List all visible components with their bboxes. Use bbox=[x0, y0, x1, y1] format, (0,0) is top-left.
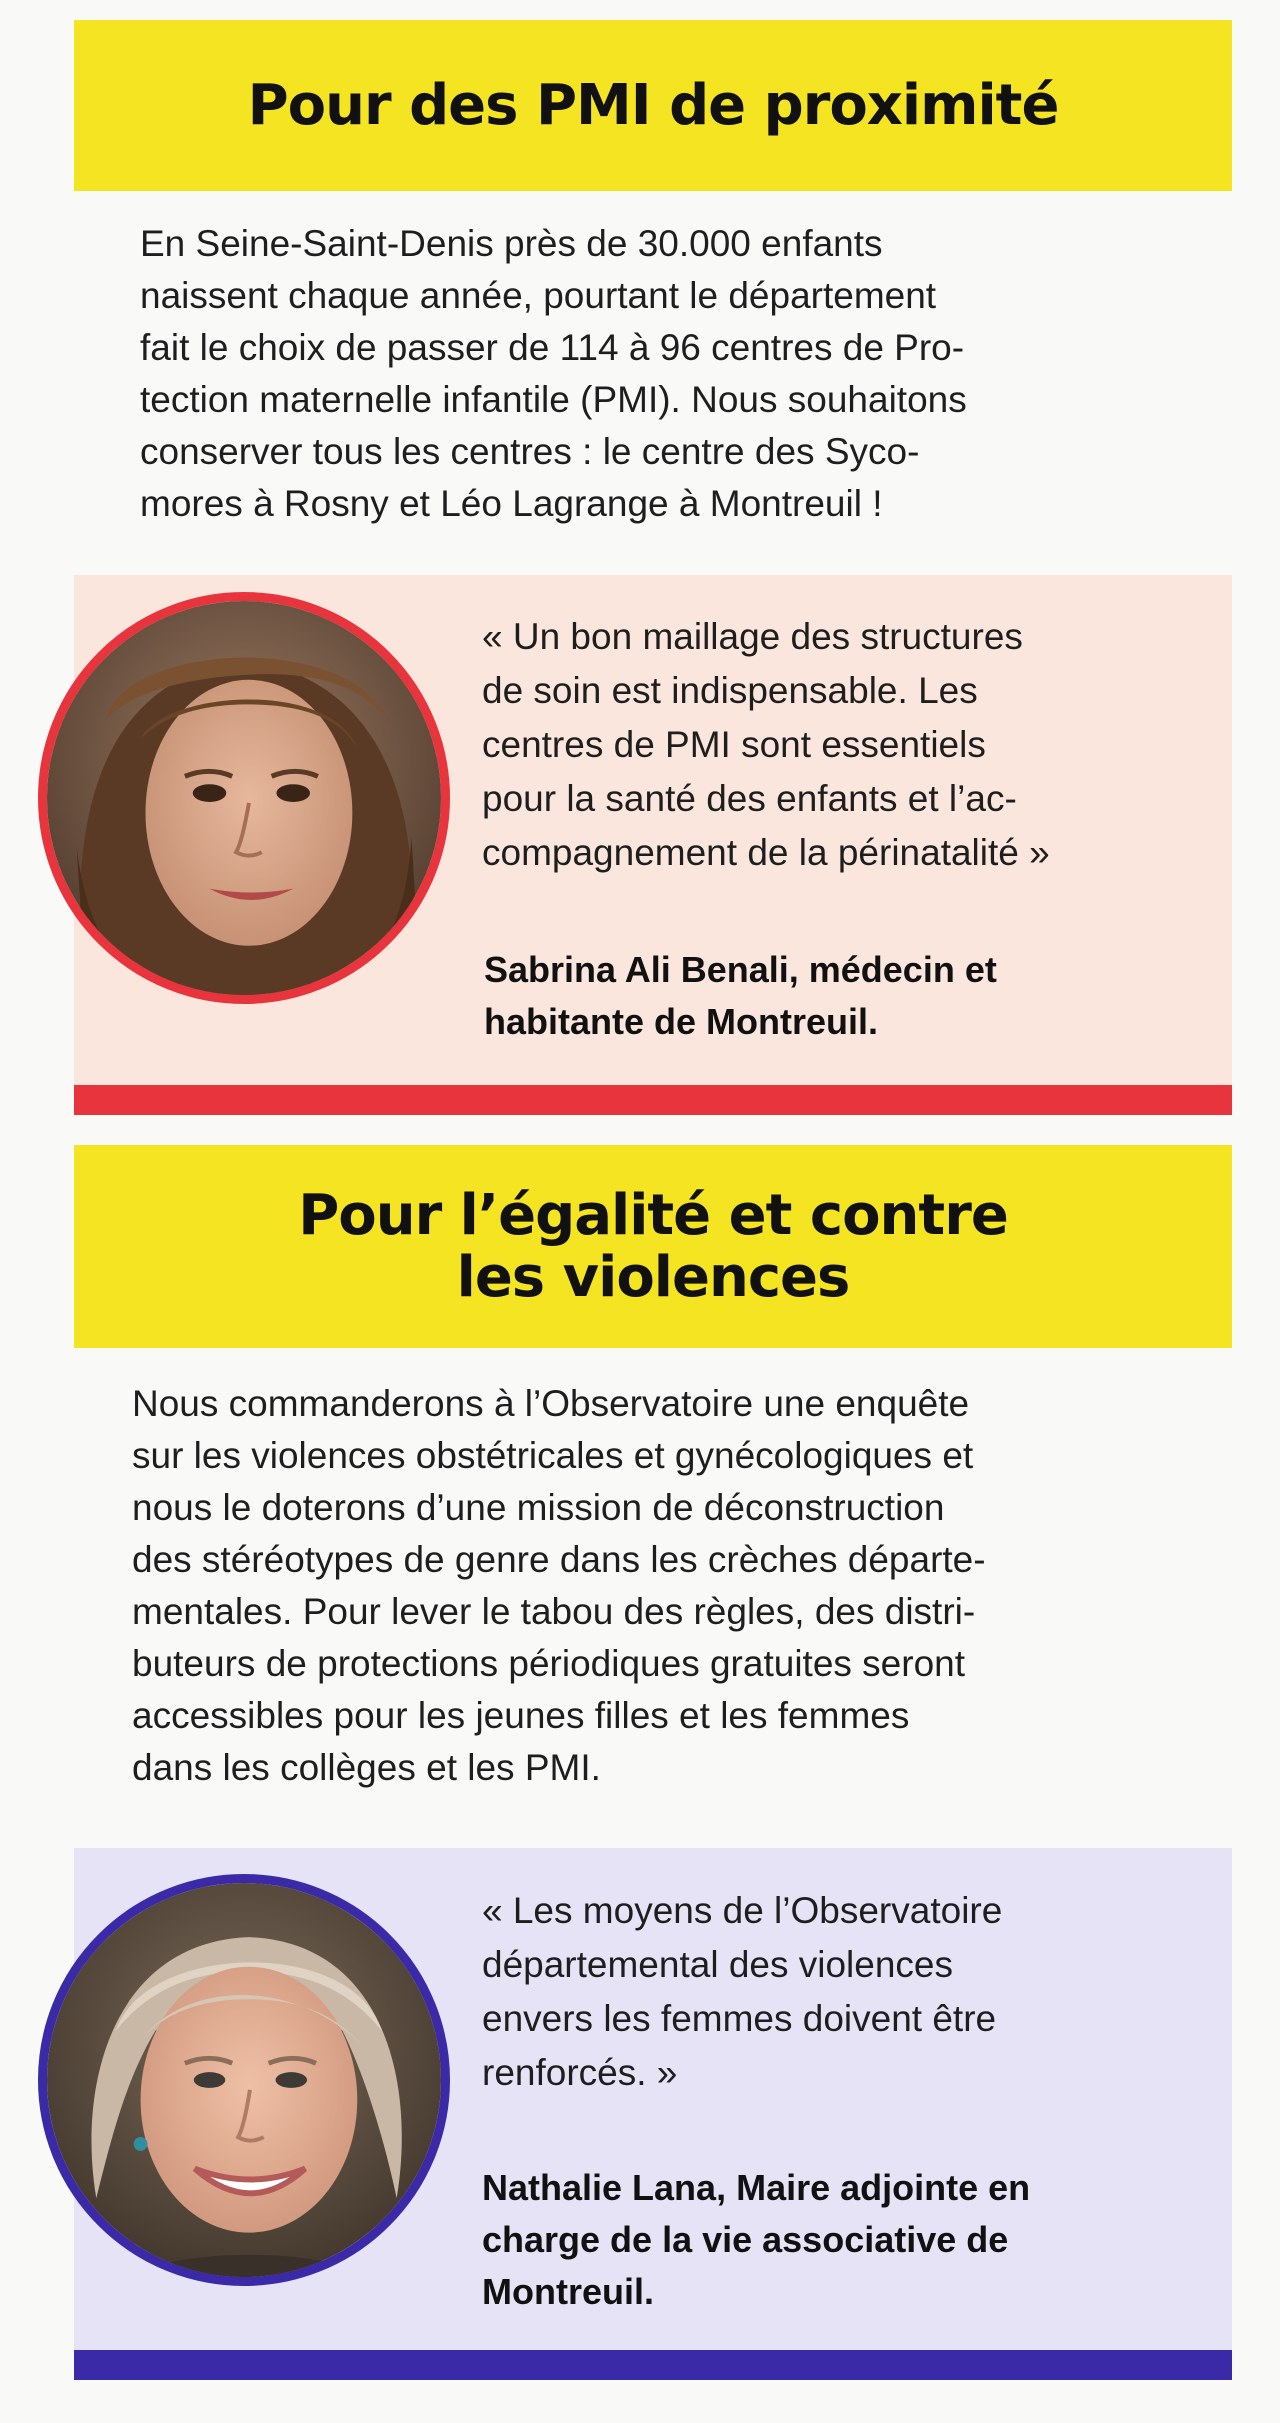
body-line: tection maternelle infantile (PMI). Nous souhaitons bbox=[140, 379, 967, 420]
body-line: naissent chaque année, pourtant le département bbox=[140, 275, 937, 316]
author-line: Sabrina Ali Benali, médecin et bbox=[484, 949, 997, 990]
body-line: dans les collèges et les PMI. bbox=[132, 1747, 601, 1788]
section-title-egalite bbox=[298, 1182, 1008, 1310]
title-line: les violences bbox=[456, 1244, 850, 1310]
author-line: charge de la vie associative de bbox=[482, 2219, 1009, 2260]
section-banner-pmi bbox=[74, 20, 1232, 191]
author-line: Montreuil. bbox=[482, 2271, 654, 2312]
quote-line: centres de PMI sont essentiels bbox=[482, 724, 986, 765]
body-line: sur les violences obstétricales et gynécologiques et bbox=[132, 1435, 974, 1476]
quote-author-pmi bbox=[484, 944, 1204, 1048]
body-line: En Seine-Saint-Denis près de 30.000 enfants bbox=[140, 223, 883, 264]
section-title-pmi: Pour des PMI de proximité bbox=[247, 72, 1059, 138]
body-line: mores à Rosny et Léo Lagrange à Montreuil ! bbox=[140, 483, 883, 524]
portrait-photo-icon bbox=[47, 1883, 441, 2277]
section-body-egalite bbox=[132, 1378, 1192, 1794]
body-line: conserver tous les centres : le centre des Syco- bbox=[140, 431, 920, 472]
quote-author-egalite bbox=[482, 2162, 1202, 2318]
author-line: habitante de Montreuil. bbox=[484, 1001, 879, 1042]
quote-text-egalite bbox=[482, 1884, 1188, 2100]
accent-bar-purple bbox=[74, 2350, 1232, 2380]
quote-line: compagnement de la périnatalité » bbox=[482, 832, 1050, 873]
section-body-pmi bbox=[140, 218, 1185, 530]
portrait-photo-icon bbox=[47, 601, 441, 995]
body-line: accessibles pour les jeunes filles et les femmes bbox=[132, 1695, 910, 1736]
quote-line: « Les moyens de l’Observatoire bbox=[482, 1890, 1003, 1931]
quote-line: envers les femmes doivent être bbox=[482, 1998, 997, 2039]
quote-line: départemental des violences bbox=[482, 1944, 954, 1985]
quote-line: de soin est indispensable. Les bbox=[482, 670, 978, 711]
section-banner-egalite bbox=[74, 1145, 1232, 1348]
quote-line: pour la santé des enfants et l’ac- bbox=[482, 778, 1017, 819]
body-line: buteurs de protections périodiques gratuites seront bbox=[132, 1643, 966, 1684]
quote-line: renforcés. » bbox=[482, 2052, 678, 2093]
body-line: Nous commanderons à l’Observatoire une enquête bbox=[132, 1383, 970, 1424]
quote-text-pmi bbox=[482, 610, 1188, 880]
body-line: nous le doterons d’une mission de déconstruction bbox=[132, 1487, 945, 1528]
title-line: Pour l’égalité et contre bbox=[298, 1182, 1008, 1248]
portrait-sabrina-ali-benali bbox=[38, 592, 450, 1004]
body-line: des stéréotypes de genre dans les crèches départe- bbox=[132, 1539, 986, 1580]
author-line: Nathalie Lana, Maire adjointe en bbox=[482, 2167, 1031, 2208]
body-line: fait le choix de passer de 114 à 96 centres de Pro- bbox=[140, 327, 965, 368]
portrait-nathalie-lana bbox=[38, 1874, 450, 2286]
accent-bar-red bbox=[74, 1085, 1232, 1115]
body-line: mentales. Pour lever le tabou des règles, des distri- bbox=[132, 1591, 976, 1632]
quote-line: « Un bon maillage des structures bbox=[482, 616, 1023, 657]
